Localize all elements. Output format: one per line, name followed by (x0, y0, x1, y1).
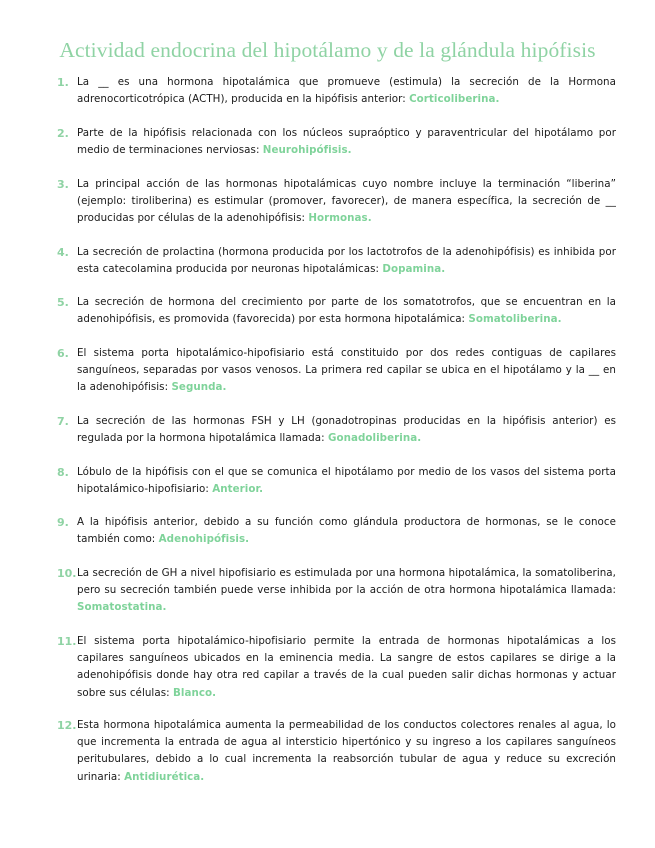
question-text (77, 413, 616, 447)
answer: Anterior. (212, 483, 264, 496)
question-text (77, 345, 616, 397)
question-text (77, 244, 616, 278)
answer: Hormonas. (308, 212, 372, 225)
question-body: A la hipófisis anterior, debido a su función como glándula productora de hormonas, se le conoce también como: (77, 516, 616, 546)
question-number: 9. (57, 516, 69, 529)
answer: Segunda. (171, 381, 227, 394)
question-body: La secreción de hormona del crecimiento por parte de los somatotrofos, que se encuentran en la adenohipófisis, es promovida (favorecida) por esta hormona hipotalámica: (77, 296, 616, 326)
question-number: 2. (57, 127, 69, 140)
question-number: 4. (57, 246, 69, 259)
question-body: La principal acción de las hormonas hipotalámicas cuyo nombre incluye la terminación “liberina” (ejemplo: tiroliberina) es estimular (promover, favorecer), de manera específica, la secreción de __ producidas por células de la adenohipófisis: (77, 178, 616, 225)
answer: Blanco. (172, 686, 217, 699)
answer: Antidiurética. (124, 770, 205, 783)
question-body: Lóbulo de la hipófisis con el que se comunica el hipotálamo por medio de los vasos del sistema porta hipotalámico-hipofisiario: (77, 466, 616, 496)
question-text (77, 464, 616, 498)
question-number: 6. (57, 347, 69, 360)
answer: Dopamina. (382, 263, 446, 276)
question-number: 1. (57, 76, 69, 89)
question-body: La __ es una hormona hipotalámica que promueve (estimula) la secreción de la Hormona adrenocorticotrópica (ACTH), producida en la hipófisis anterior: (77, 76, 616, 106)
question-number: 3. (57, 178, 69, 191)
question-number: 10. (57, 567, 77, 580)
answer: Somatostatina. (77, 601, 167, 614)
question-text (77, 125, 616, 159)
question-body: El sistema porta hipotalámico-hipofisiario está constituido por dos redes contiguas de capilares sanguíneos, separadas por vasos venosos. La primera red capilar se ubica en el hipotálamo y la __ en la adenohipófisis: (77, 347, 616, 394)
question-text (77, 514, 616, 548)
answer: Adenohipófisis. (158, 533, 250, 546)
question-body: El sistema porta hipotalámico-hipofisiario permite la entrada de hormonas hipotalámicas a los capilares sanguíneos ubicados en la eminencia media. La sangre de estos capilares se dirige a la adenohipófisis donde hay otra red capilar a través de la cual pueden salir dichas hormonas y actuar sobre sus células: (77, 635, 616, 699)
question-body: La secreción de prolactina (hormona producida por los lactotrofos de la adenohipófisis) es inhibida por esta catecolamina producida por neuronas hipotalámicas: (77, 246, 616, 276)
question-text (77, 717, 616, 786)
question-text (77, 74, 616, 108)
question-number: 5. (57, 296, 69, 309)
question-number: 11. (57, 635, 77, 648)
question-body: La secreción de GH a nivel hipofisiario es estimulada por una hormona hipotalámica, la somatoliberina, pero su secreción también puede verse inhibida por la acción de otra hormona hipotalámica llamada: (77, 567, 616, 597)
answer: Corticoliberina. (409, 93, 500, 106)
question-text (77, 176, 616, 228)
question-text (77, 633, 616, 702)
question-text (77, 565, 616, 617)
page-title: Actividad endocrina del hipotálamo y de la glándula hipófisis (59, 38, 596, 62)
answer: Gonadoliberina. (327, 432, 422, 445)
answer: Neurohipófisis. (262, 144, 352, 157)
answer: Somatoliberina. (468, 313, 562, 326)
question-number: 7. (57, 415, 69, 428)
question-body: La secreción de las hormonas FSH y LH (gonadotropinas producidas en la hipófisis anterior) es regulada por la hormona hipotalámica llamada: (77, 415, 616, 445)
question-number: 12. (57, 719, 77, 732)
question-number: 8. (57, 466, 69, 479)
question-body: Esta hormona hipotalámica aumenta la permeabilidad de los conductos colectores renales al agua, lo que incrementa la entrada de agua al intersticio hipertónico y su ingreso a los capilares sanguíneos peritubulares, debido a lo cual incrementa la reabsorción tubular de agua y reduce su excreción urinaria: (77, 719, 616, 783)
question-text (77, 294, 616, 328)
question-body: Parte de la hipófisis relacionada con los núcleos supraóptico y paraventricular del hipotálamo por medio de terminaciones nerviosas: (77, 127, 616, 157)
